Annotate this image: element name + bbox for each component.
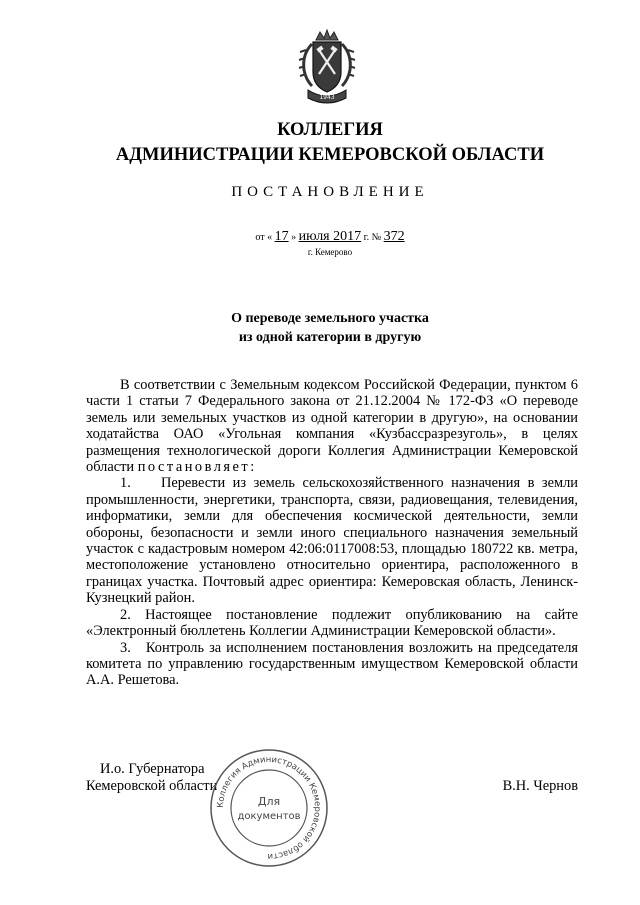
- coat-of-arms-emblem: [296, 28, 358, 106]
- document-number: 372: [383, 229, 405, 244]
- date-prefix: от «: [255, 232, 273, 243]
- number-prefix: №: [371, 232, 382, 243]
- stamp-ring-text: Коллегия Администрации Кемеровской области: [215, 754, 323, 862]
- intro-text: В соответствии с Земельным кодексом Российской Федерации, пунктом 6 части 1 статьи 7 Федерального закона от 21.12.2004 № 172-ФЗ «О переводе земель или земельных участков из одной категории в другую», на основании ходатайства ОАО «Угольная компания «Кузбассразрезуголь», в целях размещения технологической дороги Коллегия Администрации Кемеровской области: [86, 377, 578, 476]
- subject-line1: О переводе земельного участка: [231, 311, 429, 326]
- svg-text:Коллегия Администрации Кемеров: [216, 755, 322, 861]
- signatory-title-line1: И.о. Губернатора: [100, 761, 205, 777]
- official-stamp: [208, 747, 330, 869]
- subject-line2: из одной категории в другую: [238, 330, 422, 345]
- stamp-center-line2: документов: [237, 811, 301, 822]
- stamp-center-line1: Для: [257, 795, 281, 808]
- org-title-line1: КОЛЛЕГИЯ: [277, 120, 383, 140]
- item-3: 3. Контроль за исполнением постановления возложить на председателя комитета по управлению государственным имуществом Кемеровской области А.А. Решетова.: [86, 639, 582, 689]
- org-title-line2: АДМИНИСТРАЦИИ КЕМЕРОВСКОЙ ОБЛАСТИ: [115, 145, 545, 165]
- document-type: ПОСТАНОВЛЕНИЕ: [231, 184, 429, 200]
- date-month-year: июля 2017: [298, 229, 362, 244]
- date-day: 17: [274, 229, 289, 244]
- signatory-title-line2: Кемеровской области: [86, 778, 218, 794]
- city: г. Кемерово: [307, 247, 353, 257]
- item-1: 1. Перевести из земель сельскохозяйственного назначения в земли промышленности, энергетики, транспорта, связи, радиовещания, телевидения, информатики, земли для обеспечения космической деятельности, земли обороны, безопасности и земли иного специального назначения земельный участок с кадастровым номером 42:06:0117008:53, площадью 180722 кв. метра, местоположение установлено относительно ориентира, расположенного в границах участка. Почтовый адрес ориентира: Кемеровская область, Ленинск-Кузнецкий район.: [86, 475, 582, 607]
- intro-paragraph: [86, 377, 578, 475]
- emblem-motto: 1943: [319, 94, 335, 101]
- decree-word: постановляет:: [137, 459, 257, 476]
- signatory-name: В.Н. Чернов: [502, 778, 578, 794]
- date-suffix: г.: [363, 232, 370, 243]
- item-2: 2. Настоящее постановление подлежит опубликованию на сайте «Электронный бюллетень Коллегии Администрации Кемеровской области».: [86, 606, 578, 640]
- document-body: [86, 377, 582, 689]
- date-number-line: [0, 229, 640, 245]
- date-mid: »: [291, 232, 297, 243]
